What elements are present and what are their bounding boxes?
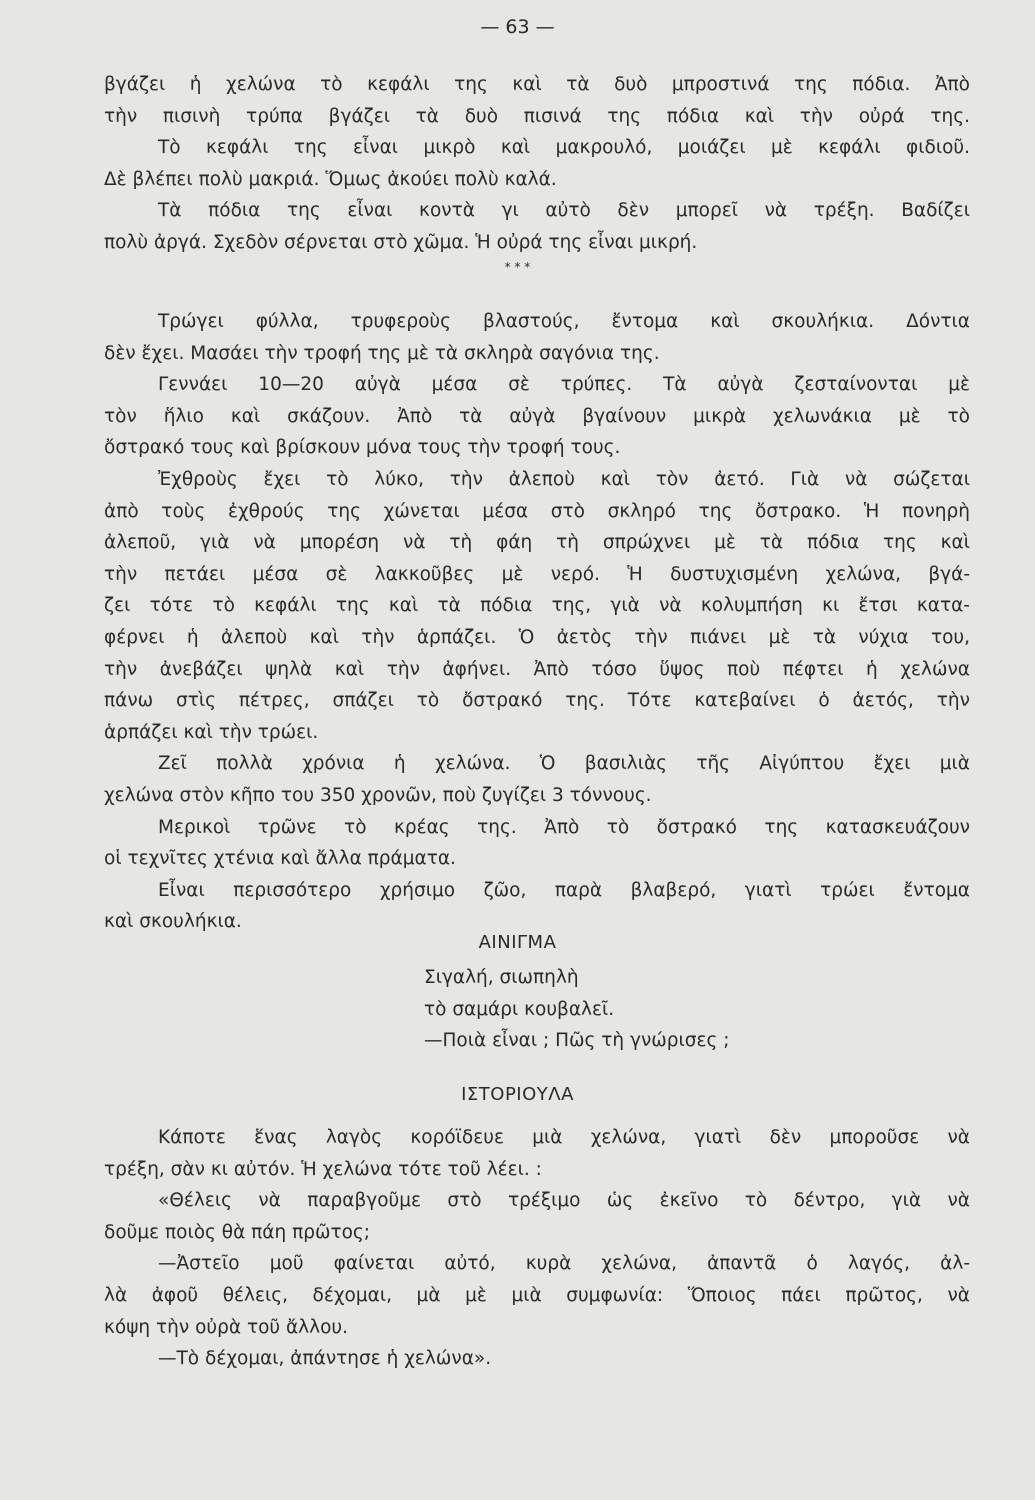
text-line: Τὰ πόδια της εἶναι κοντὰ γι αὐτὸ δὲν μπορεῖ νὰ τρέξη. Βαδίζει	[158, 200, 970, 222]
story-line: «Θέλεις νὰ παραβγοῦμε στὸ τρέξιμο ὡς ἐκεῖνο τὸ δέντρο, γιὰ νὰ	[158, 1190, 970, 1212]
text-line: δὲν ἔχει. Μασάει τὴν τροφή της μὲ τὰ σκληρὰ σαγόνια της.	[104, 342, 660, 364]
text-line: τὴν πισινὴ τρύπα βγάζει τὰ δυὸ πισινά της πόδια καὶ τὴν οὐρά της.	[104, 105, 970, 127]
story-heading: ΙΣΤΟΡΙΟΥΛΑ	[461, 1084, 574, 1105]
story-line: —Ἀστεῖο μοῦ φαίνεται αὐτό, κυρὰ χελώνα, ἀπαντᾶ ὁ λαγός, ἀλ-	[158, 1253, 970, 1275]
text-line: Ἐχθροὺς ἔχει τὸ λύκο, τὴν ἀλεποὺ καὶ τὸν ἀετό. Γιὰ νὰ σώζεται	[158, 468, 970, 490]
story-line: τρέξη, σὰν κι αὐτόν. Ἡ χελώνα τότε τοῦ λέει. :	[104, 1158, 542, 1180]
text-line: Ζεῖ πολλὰ χρόνια ἡ χελώνα. Ὁ βασιλιὰς τῆς Αἰγύπτου ἔχει μιὰ	[158, 753, 970, 775]
text-block-1	[104, 69, 970, 259]
text-line: τὸν ἥλιο καὶ σκάζουν. Ἀπὸ τὰ αὐγὰ βγαίνουν μικρὰ χελωνάκια μὲ τὸ	[104, 405, 970, 427]
separator-stars: * * *	[504, 260, 531, 274]
text-line: ἀλεποῦ, γιὰ νὰ μπορέση νὰ τὴ φάη τὴ σπρώχνει μὲ τὰ πόδια της καὶ	[104, 532, 970, 554]
text-line: ὄστρακό τους καὶ βρίσκουν μόνα τους τὴν τροφή τους.	[104, 437, 621, 459]
text-line: ἀπὸ τοὺς ἐχθρούς της χώνεται μέσα στὸ σκληρό της ὄστρακο. Ἡ πονηρὴ	[104, 500, 970, 522]
text-line: Μερικοὶ τρῶνε τὸ κρέας της. Ἀπὸ τὸ ὄστρακό της κατασκευάζουν	[158, 816, 970, 838]
story-line: Κάποτε ἕνας λαγὸς κορόϊδευε μιὰ χελώνα, γιατὶ δὲν μποροῦσε νὰ	[158, 1127, 970, 1148]
text-line: Γεννάει 10—20 αὐγὰ μέσα σὲ τρύπες. Τὰ αὐγὰ ζεσταίνονται μὲ	[158, 374, 970, 396]
text-line: βγάζει ἡ χελώνα τὸ κεφάλι της καὶ τὰ δυὸ μπροστινά της πόδια. Ἀπὸ	[104, 74, 970, 95]
story-line: κόψη τὴν οὐρὰ τοῦ ἄλλου.	[104, 1316, 348, 1338]
text-line: Τρώγει φύλλα, τρυφεροὺς βλαστούς, ἔντομα καὶ σκουλήκια. Δόντια	[158, 311, 970, 332]
riddle-line: Σιγαλή, σιωπηλὴ	[424, 967, 579, 988]
story-line: λὰ ἀφοῦ θέλεις, δέχομαι, μὰ μὲ μιὰ συμφωνία: Ὅποιος πάει πρῶτος, νὰ	[104, 1284, 970, 1306]
text-line: Δὲ βλέπει πολὺ μακριά. Ὅμως ἀκούει πολὺ καλά.	[104, 168, 557, 190]
page-number: — 63 —	[480, 16, 555, 38]
story-line: —Τὸ δέχομαι, ἀπάντησε ἡ χελώνα».	[158, 1348, 492, 1370]
riddle-line: τὸ σαμάρι κουβαλεῖ.	[424, 998, 615, 1020]
riddle-block	[424, 962, 844, 1057]
text-line: χελώνα στὸν κῆπο του 350 χρονῶν, ποὺ ζυγίζει 3 τόννους.	[104, 784, 652, 806]
text-line: Τὸ κεφάλι της εἶναι μικρὸ καὶ μακρουλό, μοιάζει μὲ κεφάλι φιδιοῦ.	[158, 137, 970, 159]
text-line: ζει τότε τὸ κεφάλι της καὶ τὰ πόδια της, γιὰ νὰ κολυμπήση κι ἔτσι κατα-	[104, 595, 970, 617]
text-line: καὶ σκουλήκια.	[104, 911, 242, 933]
story-block	[104, 1122, 970, 1375]
story-line: δοῦμε ποιὸς θὰ πάη πρῶτος;	[104, 1221, 371, 1243]
text-line: πάνω στὶς πέτρες, σπάζει τὸ ὄστρακό της. Τότε κατεβαίνει ὁ ἀετός, τὴν	[104, 690, 970, 712]
text-line: τὴν ἀνεβάζει ψηλὰ καὶ τὴν ἀφήνει. Ἀπὸ τόσο ὕψος ποὺ πέφτει ἡ χελώνα	[104, 658, 970, 680]
section-separator	[0, 262, 1035, 272]
text-block-2	[104, 306, 970, 938]
text-line: ἁρπάζει καὶ τὴν τρώει.	[104, 721, 319, 743]
text-line: φέρνει ἡ ἀλεποὺ καὶ τὴν ἁρπάζει. Ὁ ἀετὸς τὴν πιάνει μὲ τὰ νύχια του,	[104, 626, 970, 648]
text-line: τὴν πετάει μέσα σὲ λακκοῦβες μὲ νερό. Ἡ δυστυχισμένη χελώνα, βγά-	[104, 563, 970, 585]
riddle-heading: ΑΙΝΙΓΜΑ	[478, 932, 557, 953]
riddle-line: —Ποιὰ εἶναι ; Πῶς τὴ γνώρισες ;	[424, 1030, 730, 1052]
text-line: πολὺ ἀργά. Σχεδὸν σέρνεται στὸ χῶμα. Ἡ οὐρά της εἶναι μικρή.	[104, 231, 698, 253]
text-line: οἱ τεχνῖτες χτένια καὶ ἄλλα πράματα.	[104, 848, 456, 870]
text-line: Εἶναι περισσότερο χρήσιμο ζῶο, παρὰ βλαβερό, γιατὶ τρώει ἔντομα	[158, 879, 970, 901]
